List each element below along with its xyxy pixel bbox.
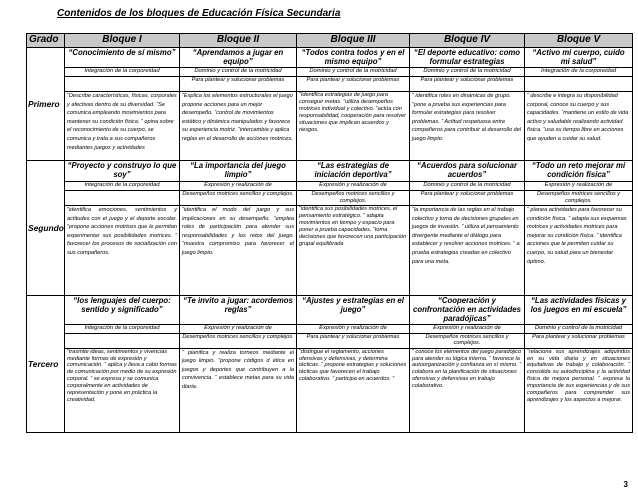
axis-label: Expresión y realización de bbox=[180, 324, 297, 333]
block-title: “Te invito a jugar: acordemos reglas” bbox=[180, 296, 297, 325]
header-row bbox=[27, 34, 633, 48]
description-text: “identifica sus posibilidades motrices, el pensamiento estratégico. “ adapta movimientos en tiempo y espacio para poner a prueba capacidades. “toma decisiones que favorecen una participación grupal equilibrada bbox=[297, 206, 410, 296]
description-text: “ conoce los elementos del juego paradójico para atender su lógica interna. “ favorece la autoorganización y confianza en sí mismo. “ colabora en la planificación de situaciones ofensivas y defensivas en trabajo colaborativo. bbox=[410, 348, 525, 432]
curriculum-table bbox=[26, 33, 633, 433]
axis-label: Expresión y realización de bbox=[410, 324, 525, 333]
header-bloque-5: Bloque V bbox=[525, 34, 633, 48]
grade-cell: Primero bbox=[27, 48, 65, 161]
header-bloque-4: Bloque IV bbox=[410, 34, 525, 48]
description-text: “identifica el modo del juego y sus implicaciones en su desempeño. “emplea roles de participación para atender sus responsabilidades y los retos del juego. “muestra compromiso para favorecer el juego limpio. bbox=[180, 206, 297, 296]
competency-label: Para plantear y solucionar problemas bbox=[180, 77, 297, 92]
competency-label: Desempeños motrices sencillos y complejos. bbox=[180, 191, 297, 206]
competency-label: Para plantear y solucionar problemas bbox=[410, 191, 525, 206]
description-text: “ identifica roles en dinámicas de grupo. “pone a prueba sus experiencias para formular estrategias para resolver problemas. “ Actitud respetuosa entre compañeros para contribuir al desarrollo del juego limpio. bbox=[410, 92, 525, 161]
block-title: “La importancia del juego limpio” bbox=[180, 161, 297, 182]
block-title: “Ajustes y estrategias en el juego” bbox=[297, 296, 410, 325]
description-text: “distingue el reglamento, acciones ofensivas y defensivas, y determina tácticas. “ propone estrategias y soluciones tácticas que favorecen el trabajo colaborativo. “ participa en acuerdos. ” bbox=[297, 348, 410, 432]
block-title: “Todo un reto mejorar mi condición física” bbox=[525, 161, 633, 182]
axis-label: Integración de la corporeidad bbox=[65, 182, 180, 191]
axis-label: Integración de la corporeidad bbox=[525, 68, 633, 77]
header-grado: Grado bbox=[27, 34, 65, 48]
grade-cell: Tercero bbox=[27, 296, 65, 433]
axis-label: Expresión y realización de bbox=[525, 182, 633, 191]
axis-label: Dominio y control de la motricidad bbox=[180, 68, 297, 77]
table-row bbox=[27, 92, 633, 161]
header-bloque-1: Bloque I bbox=[65, 34, 180, 48]
competency-label: Desempeños motrices sencillos y complejos. bbox=[297, 191, 410, 206]
block-title: “Conocimiento de sí mismo” bbox=[65, 48, 180, 68]
axis-label: Expresión y realización de bbox=[297, 324, 410, 333]
block-title: “Las estrategias de iniciación deportiva” bbox=[297, 161, 410, 182]
description-text: “trasmite ideas, sentimientos y vivencias mediante formas de expresión y comunicación. “ aplica y lleva a cabo formas de comunicación por medio de su expresión corporal. “ se expresa y se comunica corporalmente en actividades de representación y pone en práctica la creatividad. bbox=[65, 348, 180, 432]
description-text: “identifica emociones, sentimientos y actitudes con el juego y el deporte escolar. “propone acciones motrices que le permitan experimentar sus posibilidades motrices. “ favorecer los procesos de socialización con sus compañeros. bbox=[65, 206, 180, 296]
competency-label: Desempeños motrices sencillos y complejos. bbox=[410, 333, 525, 348]
competency-label: Para plantear y solucionar problemas bbox=[525, 333, 633, 348]
block-title: “Aprendamos a jugar en equipo” bbox=[180, 48, 297, 68]
block-title: “Las actividades físicas y los juegos en mi escuela” bbox=[525, 296, 633, 325]
axis-label: Dominio y control de la motricidad bbox=[410, 182, 525, 191]
description-text: “ planifica y realiza torneos mediante el juego limpio. “propone códigos d ética en juegos y deportes que contribuyen a la convivencia. “ establece metas para su vida diaria. bbox=[180, 348, 297, 432]
table-row bbox=[27, 48, 633, 68]
axis-label: Integración de la corporeidad bbox=[65, 68, 180, 77]
document-title: Contenidos de los bloques de Educación Física Secundaria bbox=[57, 8, 341, 19]
table-row bbox=[27, 206, 633, 296]
competency-label: Desempeños motrices sencillos y complejos. bbox=[525, 191, 633, 206]
block-title: “Activo mi cuerpo, cuido mi salud” bbox=[525, 48, 633, 68]
axis-label: Dominio y control de la motricidad bbox=[297, 68, 410, 77]
page-number: 3 bbox=[623, 480, 628, 489]
header-bloque-2: Bloque II bbox=[180, 34, 297, 48]
grade-cell: Segundo bbox=[27, 161, 65, 296]
block-title: “Cooperación y confrontación en actividades paradójicas” bbox=[410, 296, 525, 325]
table-row bbox=[27, 348, 633, 432]
axis-label: Expresión y realización de bbox=[180, 182, 297, 191]
table-row bbox=[27, 191, 633, 206]
block-title: “los lenguajes del cuerpo: sentido y significado” bbox=[65, 296, 180, 325]
axis-label: Dominio y control de la motricidad bbox=[525, 324, 633, 333]
axis-label: Integración de la corporeidad bbox=[65, 324, 180, 333]
block-title: “El deporte educativo: como formular estrategias bbox=[410, 48, 525, 68]
table-row bbox=[27, 161, 633, 182]
competency-label bbox=[65, 333, 180, 348]
table-row bbox=[27, 333, 633, 348]
description-text: “ planea actividades para favorecer su condición física. “ adapta sus esquemas motrices y actividades motrices para mejorar su condición física. “ identifica acciones que le permiten cuidar su cuerpo, su salud para un bienestar óptimo. bbox=[525, 206, 633, 296]
competency-label bbox=[525, 77, 633, 92]
table-row bbox=[27, 296, 633, 325]
competency-label bbox=[65, 77, 180, 92]
competency-label: Desempeños motrices sencillos y complejos. bbox=[180, 333, 297, 348]
description-text: “ describe e integra su disponibilidad corporal, conoce su cuerpo y sus capacidades. “mantiene un estilo de vida activo y saludable realizando actividad física. “usa su tiempo libre en acciones que ayuden a cuidar su salud. bbox=[525, 92, 633, 161]
table-row bbox=[27, 324, 633, 333]
description-text: “Describe características, físicas, corporales y afectivas dentro de su diversidad. “Se comunica empleando movimientos para mantener su condición física. “ opina sobre el reconocimiento de su cuerpo, se comunica y trata a sus compañeros mediantes juegos y actividades bbox=[65, 92, 180, 161]
block-title: “Proyecto y construyo lo que soy” bbox=[65, 161, 180, 182]
competency-label bbox=[65, 191, 180, 206]
description-text: “Explica los elementos estructurales el juego propone acciones para un mejor desempeño. “control de movimientos estático y dinámica manipulados y favorece su experiencia motriz. “intercambia y aplica reglas en el desarrollo de acciones motrices. bbox=[180, 92, 297, 161]
table-row bbox=[27, 68, 633, 77]
competency-label: Para plantear y solucionar problemas bbox=[297, 77, 410, 92]
description-text: “la importancia de las reglas en el trabajo colectivo y toma de decisiones grupales en juegos de invasión. “ utiliza el pensamiento divergente mediante el diálogo para establecer y resolver acciones motrices. “ a prueba estrategias creadas en colectivo para una meta. bbox=[410, 206, 525, 296]
description-text: “Identifica estrategias de juego para conseguir metas. “utiliza desempeños motrices individual y colectivo. “actúa con responsabilidad, cooperación para resolver situaciones que implican acuerdos y riesgos. bbox=[297, 92, 410, 161]
table-row bbox=[27, 77, 633, 92]
competency-label: Para plantear y solucionar problemas bbox=[297, 333, 410, 348]
header-bloque-3: Bloque III bbox=[297, 34, 410, 48]
table-row bbox=[27, 182, 633, 191]
axis-label: Expresión y realización de bbox=[297, 182, 410, 191]
block-title: “Acuerdos para solucionar acuerdos” bbox=[410, 161, 525, 182]
description-text: “relaciona sus aprendizajes adquiridos en su vida diaria y en situaciones equitativas de trabajo y colaboración. “ consolida su autodisciplina y la actividad física de mejora personal. “ expresa la importancia de sus experiencias y de sus compañeros para comprender sus aprendizajes y los aspectos a mejorar. bbox=[525, 348, 633, 432]
axis-label: Dominio y control de la motricidad bbox=[410, 68, 525, 77]
competency-label: Para plantear y solucionar problemas bbox=[410, 77, 525, 92]
block-title: “Todos contra todos y en el mismo equipo” bbox=[297, 48, 410, 68]
